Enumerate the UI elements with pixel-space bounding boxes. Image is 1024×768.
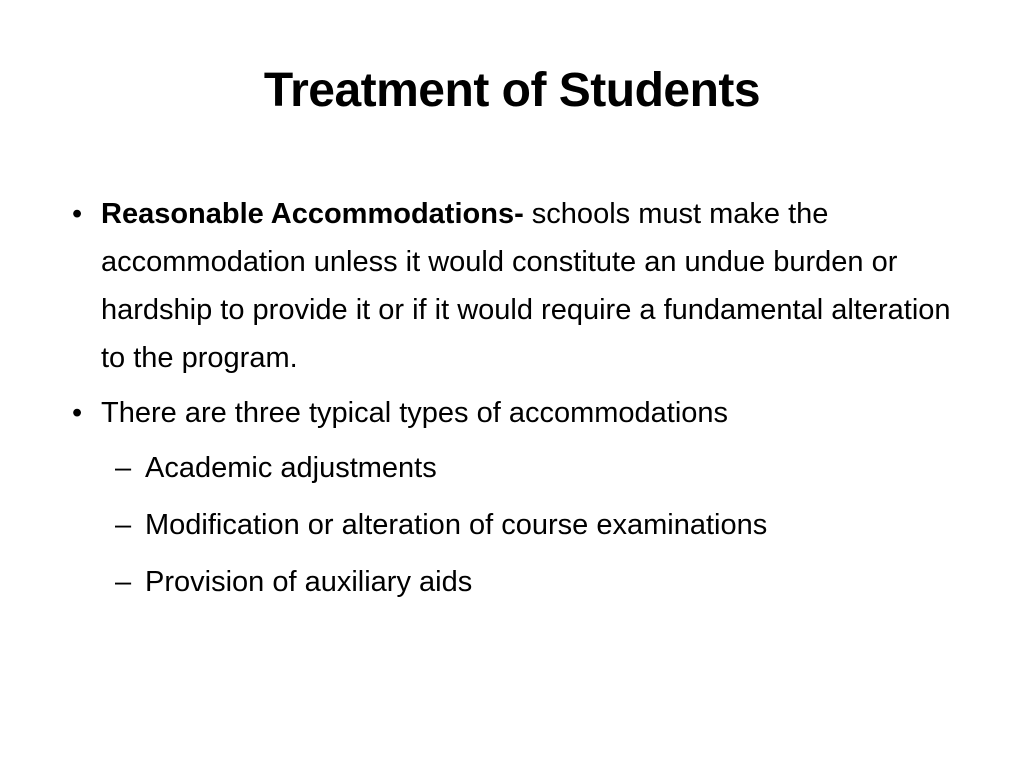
sub-item <box>72 501 972 549</box>
sub-item-text: Provision of auxiliary aids <box>145 566 473 598</box>
sub-item-text: Academic adjustments <box>145 452 437 484</box>
bullet-text: There are three typical types of accommodations <box>101 397 729 429</box>
bullet-lead-text: Reasonable Accommodations- <box>101 198 524 230</box>
bullet-item <box>72 389 972 437</box>
sub-item <box>72 444 972 492</box>
slide-title: Treatment of Students <box>263 64 761 117</box>
bullet-icon: • <box>72 397 83 429</box>
dash-icon: – <box>115 566 132 598</box>
dash-icon: – <box>115 509 132 541</box>
bullet-icon: • <box>72 198 83 230</box>
bullet-text: schools must make the accommodation unless it would constitute an undue burden or hardship to provide it or if it would require a fundamental alteration to the program. <box>101 198 951 374</box>
slide-content <box>72 190 972 615</box>
dash-icon: – <box>115 452 132 484</box>
sub-item <box>72 558 972 606</box>
bullet-item <box>72 190 972 382</box>
sub-item-text: Modification or alteration of course examinations <box>145 509 768 541</box>
